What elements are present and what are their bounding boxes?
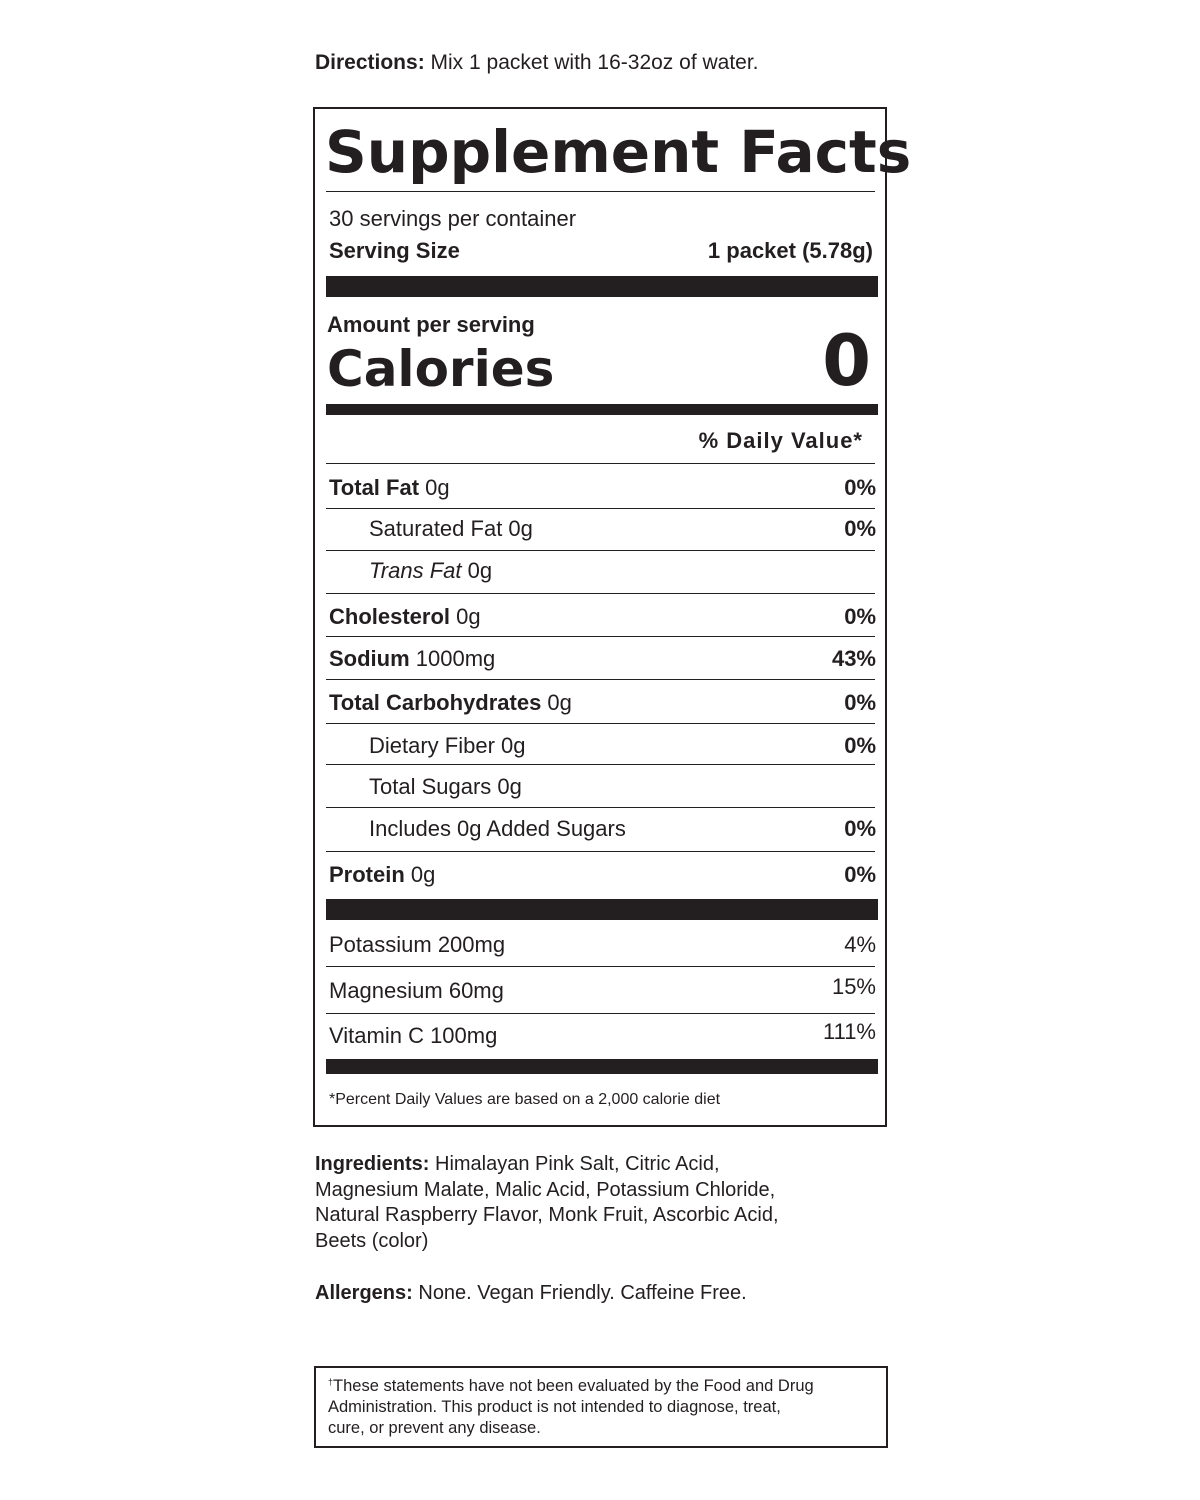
directions-text: Mix 1 packet with 16-32oz of water.	[424, 51, 759, 74]
fda-disclaimer	[314, 1366, 888, 1448]
nutrient-dv: 0%	[844, 733, 876, 758]
divider	[326, 191, 875, 192]
nutrient-name: Dietary Fiber 0g	[369, 733, 526, 758]
nutrient-dv: 0%	[844, 690, 876, 715]
nutrient-row-dietary-fiber	[329, 732, 876, 760]
daily-value-header: % Daily Value*	[698, 428, 863, 453]
mineral-dv: 15%	[831, 974, 876, 999]
divider	[326, 764, 875, 765]
amount-per-serving: Amount per serving	[327, 312, 535, 337]
mineral-row-vitamin-c	[329, 1019, 876, 1050]
ingredients-label: Ingredients:	[315, 1153, 430, 1175]
nutrient-dv: 0%	[844, 816, 876, 841]
nutrient-row-trans-fat	[329, 557, 876, 585]
nutrient-name: Sodium	[329, 646, 410, 671]
nutrient-dv: 0%	[844, 604, 876, 629]
nutrient-dv: 0%	[844, 862, 876, 887]
disclaimer-line: These statements have not been evaluated by the Food and Drug	[333, 1377, 814, 1395]
thick-divider	[326, 404, 878, 415]
mineral-row-potassium	[329, 931, 876, 959]
serving-size-value: 1 packet (5.78g)	[707, 238, 873, 263]
nutrient-row-total-fat	[329, 474, 876, 502]
nutrient-amount: 0g	[404, 862, 436, 887]
nutrient-name: Protein	[329, 862, 405, 887]
nutrient-row-cholesterol	[329, 603, 876, 631]
divider	[326, 723, 875, 724]
nutrient-name: Trans Fat	[369, 558, 462, 583]
calories-value: 0	[822, 320, 871, 402]
thick-divider	[326, 276, 878, 297]
servings-per-container: 30 servings per container	[329, 206, 577, 231]
dagger-mark: †	[328, 1377, 334, 1387]
nutrient-row-added-sugars	[329, 815, 876, 843]
nutrient-row-sodium	[329, 645, 876, 673]
nutrient-name: Cholesterol	[329, 604, 451, 629]
directions	[315, 50, 759, 76]
ingredients-line: Beets (color)	[315, 1229, 429, 1252]
nutrient-name: Includes 0g Added Sugars	[369, 816, 626, 841]
nutrient-row-total-carbohydrates	[329, 689, 876, 717]
allergens	[315, 1280, 747, 1306]
mineral-name: Vitamin C 100mg	[329, 1023, 498, 1048]
divider	[326, 851, 875, 852]
ingredients-line: Himalayan Pink Salt, Citric Acid,	[429, 1153, 720, 1175]
nutrient-amount: 0g	[461, 558, 493, 583]
divider	[326, 966, 875, 967]
nutrient-dv: 0%	[844, 475, 876, 500]
nutrient-amount: 1000mg	[409, 646, 496, 671]
mineral-name: Magnesium 60mg	[329, 978, 504, 1003]
allergens-label: Allergens:	[315, 1282, 413, 1304]
ingredients-line: Natural Raspberry Flavor, Monk Fruit, Ascorbic Acid,	[315, 1204, 779, 1226]
nutrient-row-total-sugars	[329, 773, 876, 801]
nutrient-amount: 0g	[450, 604, 481, 629]
mineral-dv: 111%	[822, 1019, 876, 1044]
nutrient-row-protein	[329, 861, 876, 889]
supplement-facts-panel	[313, 107, 912, 1127]
nutrient-dv: 0%	[844, 516, 876, 541]
disclaimer-line: Administration. This product is not intended to diagnose, treat,	[328, 1398, 781, 1416]
facts-title: Supplement Facts	[325, 118, 912, 186]
nutrient-row-saturated-fat	[329, 515, 876, 543]
divider	[326, 508, 875, 509]
serving-size-label: Serving Size	[329, 238, 460, 263]
divider	[326, 550, 875, 551]
directions-label: Directions:	[315, 51, 425, 74]
nutrient-name: Total Carbohydrates	[329, 690, 542, 715]
ingredients	[315, 1152, 875, 1254]
thick-divider	[326, 1059, 878, 1074]
divider	[326, 636, 875, 637]
nutrient-name: Total Sugars 0g	[369, 774, 522, 799]
divider	[326, 807, 875, 808]
divider	[326, 1013, 875, 1014]
nutrient-name: Saturated Fat 0g	[369, 516, 533, 541]
nutrient-name: Total Fat	[329, 475, 420, 500]
disclaimer-line: cure, or prevent any disease.	[328, 1419, 541, 1437]
mineral-row-magnesium	[329, 974, 876, 1005]
nutrient-dv: 43%	[831, 646, 876, 671]
daily-value-footnote: *Percent Daily Values are based on a 2,000 calorie diet	[329, 1091, 721, 1108]
divider	[326, 593, 875, 594]
divider	[326, 679, 875, 680]
divider	[326, 463, 875, 464]
mineral-dv: 4%	[844, 932, 876, 957]
calories-label: Calories	[327, 340, 555, 398]
ingredients-line: Magnesium Malate, Malic Acid, Potassium Chloride,	[315, 1178, 776, 1201]
nutrient-amount: 0g	[541, 690, 572, 715]
mineral-name: Potassium 200mg	[329, 932, 506, 957]
allergens-text: None. Vegan Friendly. Caffeine Free.	[412, 1282, 747, 1304]
serving-size-row	[329, 237, 873, 265]
thick-divider	[326, 899, 878, 920]
nutrient-amount: 0g	[419, 475, 450, 500]
